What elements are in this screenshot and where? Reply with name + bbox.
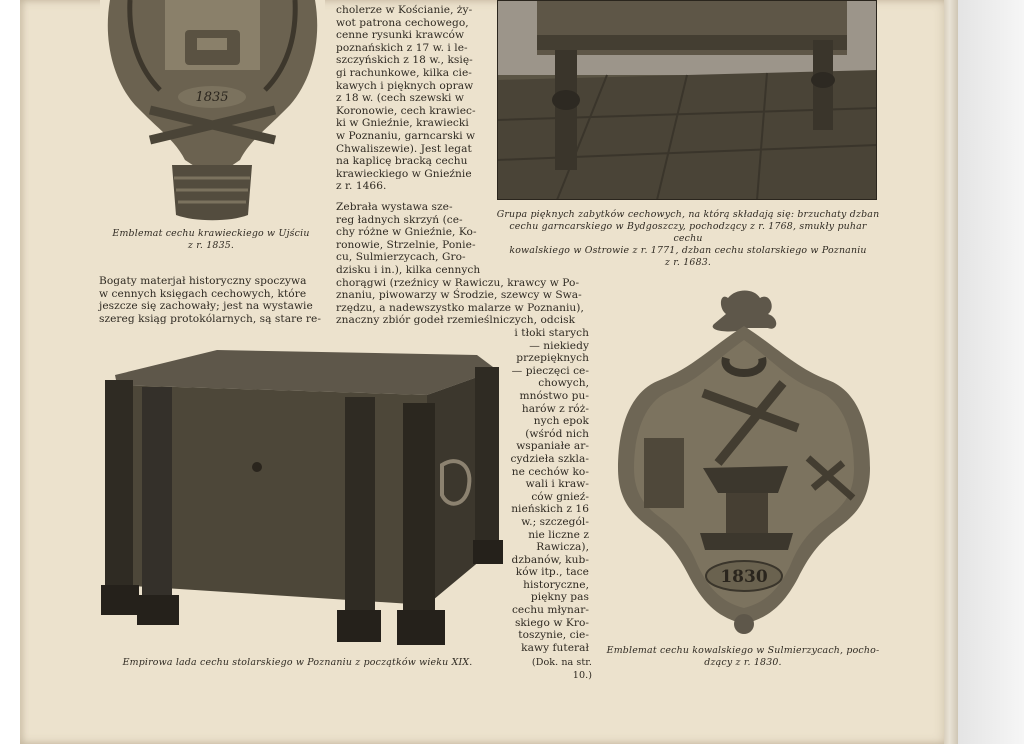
article-column-narrow: i tłoki starych — niekiedy przepięknych — pieczęci ce- chowych, mnóstwo pu- harów z róż- nych epok (wśród nich wspaniałe ar- cydzieła szkla- ne cechów ko- wali i kraw- ców gnieź- nieńskich z 16 w.; szczegól- nie liczne z Rawicza), dzbanów, kub- ków itp., tace historyczne, piękny pas cechu młynar- skiego w Kro- toszynie, cie- kawy futerał (510, 327, 589, 654)
continued-note: (Dok. na str. 10.) (531, 657, 592, 681)
caption-smiths-emblem: Emblemat cechu kowalskiego w Sulmierzycach, pocho- dzący z r. 1830. (606, 645, 880, 668)
caption-guild-relics: Grupa pięknych zabytków cechowych, na którą składają się: brzuchaty dzban cechu garncarskiego w Bydgoszczy, pochodzący z r. 1768, smukły puhar cechu kowalskiego w Ostrowie z r. 1771, dzban cechu stolarskiego w Poznaniu z r. 1683. (496, 209, 880, 268)
smiths-emblem-image (608, 288, 880, 638)
article-column-left: Bogaty materjał historyczny spoczywa w cennych księgach cechowych, które jeszcze się zachowały; jest na wystawie szereg ksiąg protokólarnych, są stare re- (99, 275, 321, 325)
article-column-middle: Zebrała wystawa sze- reg ładnych skrzyń (ce- chy różne w Gnieźnie, Ko- ronowie, Strzelnie, Ponie- cu, Sulmierzycach, Gro- dzisku i in.), kilka cennych chorągwi (rzeźnicy w Rawiczu, krawcy w Po- znaniu, piwowarzy w Środzie, szewcy w Swa- rzędzu, a nadewszystko malarze w Poznaniu), znaczny zbiór godeł rzemieślniczych, odcisk (336, 201, 584, 327)
caption-empire-chest: Empirowa lada cechu stolarskiego w Poznaniu z początków wieku XIX. (122, 657, 473, 668)
guild-relics-photo (497, 0, 877, 200)
tailors-emblem-year: 1835 (195, 90, 229, 105)
scan-background (958, 0, 1024, 744)
tailors-emblem-image (100, 0, 325, 225)
page-edge (944, 0, 958, 744)
empire-chest-image (97, 345, 505, 650)
article-column-top: cholerze w Kościanie, ży- wot patrona cechowego, cenne rysunki krawców poznańskich z 17 w. i le- szczyńskich z 18 w., księ- gi rachunkowe, kilka cie- kawych i pięknych opraw z 18 w. (cech szewski w Koronowie, cech krawiec- ki w Gnieźnie, krawiecki w Poznaniu, garncarski w Chwaliszewie). Jest legat na kaplicę bracką cechu krawieckiego w Gnieźnie z r. 1466. (336, 4, 476, 193)
smiths-emblem-year: 1830 (720, 567, 768, 587)
caption-tailors-emblem: Emblemat cechu krawieckiego w Ujściu z r. 1835. (112, 228, 310, 251)
